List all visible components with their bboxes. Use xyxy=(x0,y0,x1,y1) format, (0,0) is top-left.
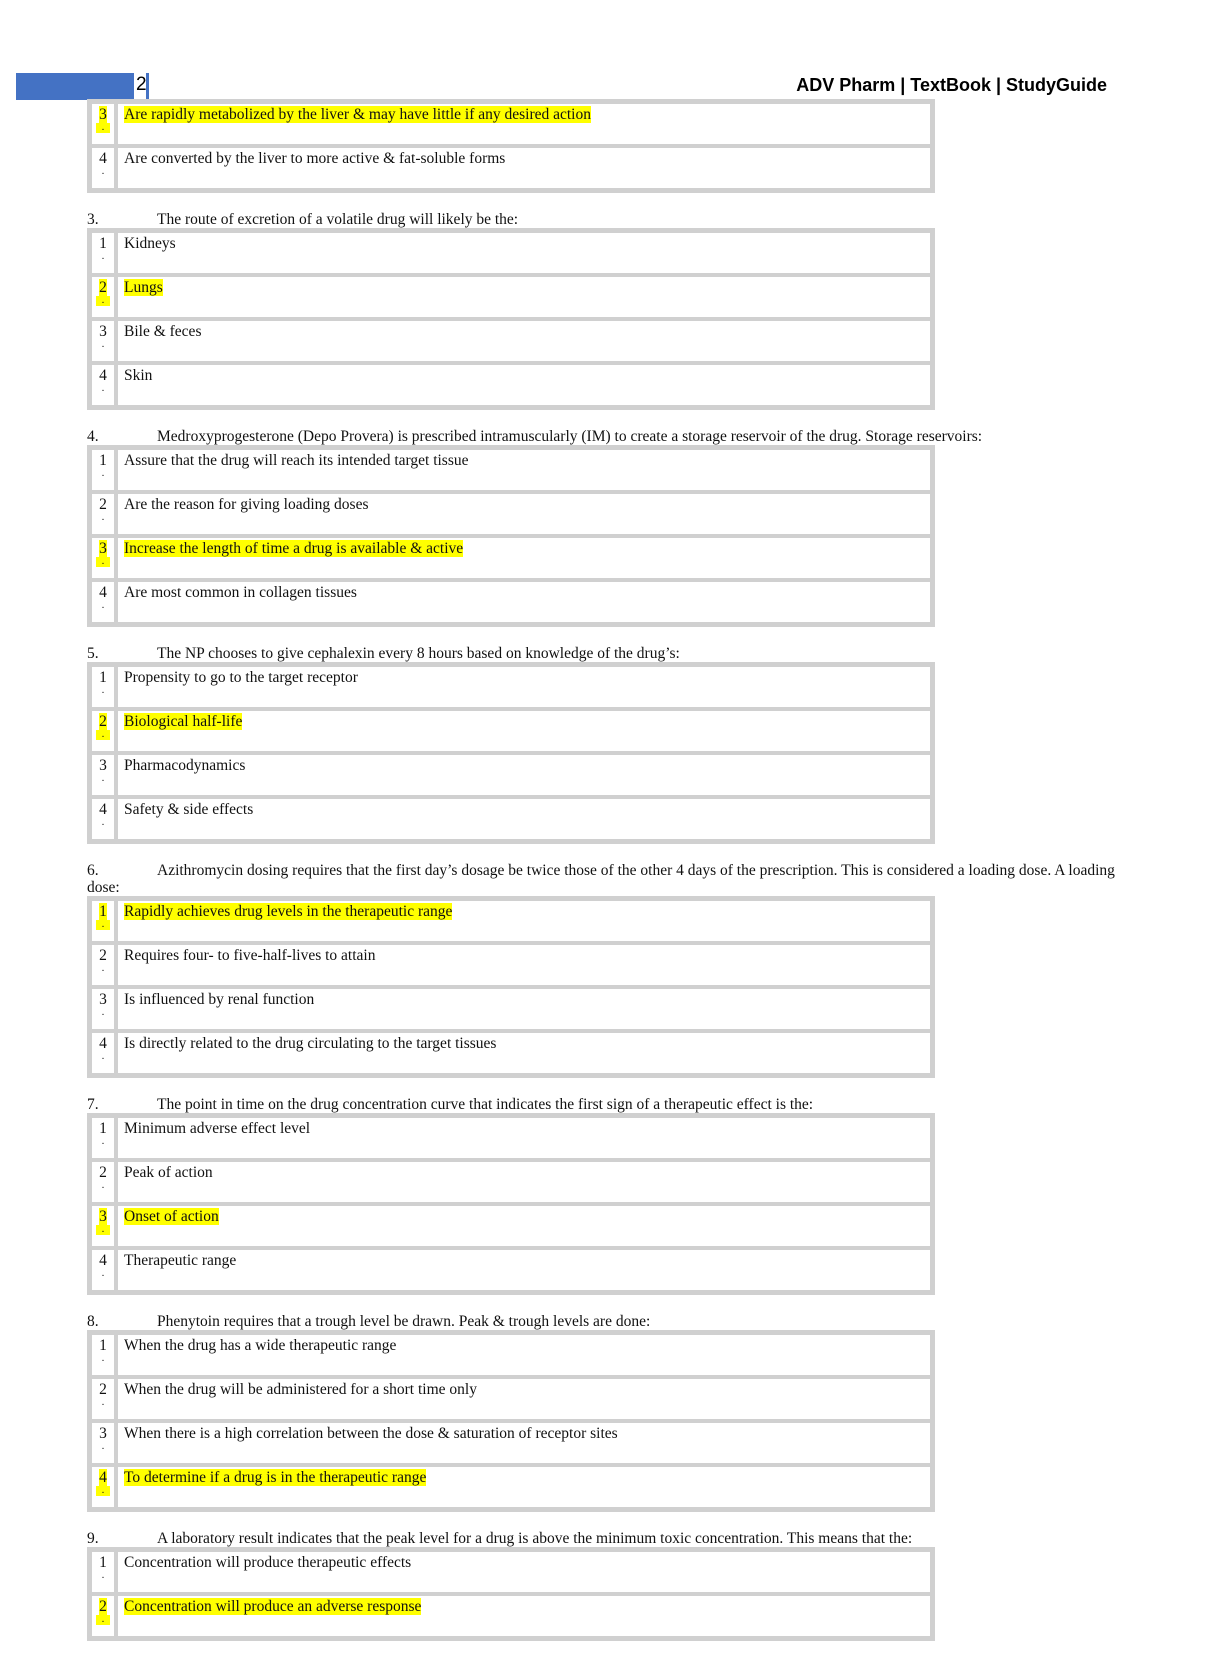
option-row xyxy=(90,1421,932,1465)
option-text: Assure that the drug will reach its intended target tissue xyxy=(124,452,469,469)
question xyxy=(87,1530,1147,1641)
option-text-cell xyxy=(116,665,932,709)
option-text: Therapeutic range xyxy=(124,1252,237,1269)
option-row xyxy=(90,1116,932,1160)
option-text: Are converted by the liver to more active & fat-soluble forms xyxy=(124,150,506,167)
option-number: 2 xyxy=(99,713,107,730)
question-number: 7. xyxy=(87,1096,99,1113)
option-number-dot: . xyxy=(101,251,105,262)
option-row xyxy=(90,753,932,797)
option-number-cell xyxy=(90,709,116,753)
option-row xyxy=(90,102,932,146)
option-text: Are the reason for giving loading doses xyxy=(124,496,369,513)
option-number-cell xyxy=(90,492,116,536)
option-text: Propensity to go to the target receptor xyxy=(124,669,358,686)
option-number-cell xyxy=(90,1421,116,1465)
option-number: 4 xyxy=(99,584,107,601)
option-text: Bile & feces xyxy=(124,323,202,340)
option-row xyxy=(90,363,932,407)
option-number-dot: . xyxy=(96,1615,110,1625)
option-number-dot: . xyxy=(101,817,105,828)
question-number: 4. xyxy=(87,428,99,445)
option-number-dot: . xyxy=(101,339,105,350)
option-text-cell xyxy=(116,1465,932,1509)
question xyxy=(87,1096,1147,1295)
option-row xyxy=(90,943,932,987)
option-row xyxy=(90,536,932,580)
option-text-cell xyxy=(116,1248,932,1292)
question xyxy=(87,862,1147,1078)
question-number: 5. xyxy=(87,645,99,662)
option-row xyxy=(90,1031,932,1075)
option-text: When there is a high correlation between the dose & saturation of receptor sites xyxy=(124,1425,618,1442)
option-number: 2 xyxy=(99,947,107,964)
option-text: Safety & side effects xyxy=(124,801,254,818)
option-number-cell xyxy=(90,1204,116,1248)
option-number-cell xyxy=(90,665,116,709)
option-text: Are most common in collagen tissues xyxy=(124,584,357,601)
option-row xyxy=(90,275,932,319)
option-text-cell xyxy=(116,146,932,190)
option-text-cell xyxy=(116,797,932,841)
question-stem: Azithromycin dosing requires that the first day’s dosage be twice those of the other 4 days of the prescription. This is considered a loading dose. A loading dose: xyxy=(87,862,1115,896)
option-text: Skin xyxy=(124,367,153,384)
option-text-correct: Concentration will produce an adverse response xyxy=(124,1598,422,1615)
question xyxy=(87,645,1147,844)
option-text-cell xyxy=(116,1160,932,1204)
question-text xyxy=(87,211,1147,228)
option-number-cell xyxy=(90,1594,116,1638)
option-number-dot: . xyxy=(96,296,110,306)
option-number-cell xyxy=(90,146,116,190)
option-number: 1 xyxy=(99,1554,107,1571)
option-number: 3 xyxy=(99,1425,107,1442)
option-number-cell xyxy=(90,536,116,580)
option-text-correct: Biological half-life xyxy=(124,713,243,730)
option-number-cell xyxy=(90,1550,116,1594)
option-text-cell xyxy=(116,899,932,943)
option-row xyxy=(90,448,932,492)
option-text-cell xyxy=(116,753,932,797)
option-number-dot: . xyxy=(101,1268,105,1279)
option-text-cell xyxy=(116,492,932,536)
option-number-cell xyxy=(90,1248,116,1292)
option-number-cell xyxy=(90,1116,116,1160)
option-row xyxy=(90,1377,932,1421)
question-number: 9. xyxy=(87,1530,99,1547)
option-number: 2 xyxy=(99,1164,107,1181)
options-table xyxy=(87,896,935,1078)
option-number: 3 xyxy=(99,540,107,557)
option-number: 1 xyxy=(99,452,107,469)
option-row xyxy=(90,492,932,536)
page-number: 2 xyxy=(136,74,147,95)
option-number-cell xyxy=(90,753,116,797)
option-number: 1 xyxy=(99,235,107,252)
option-row xyxy=(90,899,932,943)
option-number: 2 xyxy=(99,496,107,513)
option-text: Requires four- to five-half-lives to attain xyxy=(124,947,376,964)
question-stem: Medroxyprogesterone (Depo Provera) is prescribed intramuscularly (IM) to create a storage reservoir of the drug. Storage reservoirs: xyxy=(157,428,983,445)
option-text: Minimum adverse effect level xyxy=(124,1120,311,1137)
question-text xyxy=(87,1096,1147,1113)
option-number: 3 xyxy=(99,106,107,123)
option-number: 4 xyxy=(99,1252,107,1269)
option-number-dot: . xyxy=(101,773,105,784)
option-number: 1 xyxy=(99,1120,107,1137)
option-number-cell xyxy=(90,1333,116,1377)
option-row xyxy=(90,665,932,709)
option-number-cell xyxy=(90,275,116,319)
option-number-cell xyxy=(90,1160,116,1204)
option-number-cell xyxy=(90,899,116,943)
option-number: 3 xyxy=(99,1208,107,1225)
option-text-cell xyxy=(116,319,932,363)
option-text: Peak of action xyxy=(124,1164,213,1181)
option-text-cell xyxy=(116,1333,932,1377)
option-text-cell xyxy=(116,363,932,407)
option-row xyxy=(90,987,932,1031)
options-table xyxy=(87,99,935,193)
option-text: Is influenced by renal function xyxy=(124,991,315,1008)
option-number-cell xyxy=(90,1377,116,1421)
option-text-cell xyxy=(116,275,932,319)
option-row xyxy=(90,1204,932,1248)
option-number-dot: . xyxy=(101,1570,105,1581)
option-number-dot: . xyxy=(101,600,105,611)
option-number-cell xyxy=(90,580,116,624)
options-table xyxy=(87,445,935,627)
option-number-dot: . xyxy=(101,1007,105,1018)
option-text-cell xyxy=(116,1421,932,1465)
option-text-cell xyxy=(116,1550,932,1594)
option-number: 3 xyxy=(99,323,107,340)
option-text-cell xyxy=(116,1204,932,1248)
option-row xyxy=(90,797,932,841)
question xyxy=(87,99,1147,193)
question-text xyxy=(87,428,1147,445)
option-number-dot: . xyxy=(101,1180,105,1191)
option-text-cell xyxy=(116,231,932,275)
option-text-correct: To determine if a drug is in the therapeutic range xyxy=(124,1469,427,1486)
option-row xyxy=(90,1550,932,1594)
option-text: When the drug has a wide therapeutic range xyxy=(124,1337,397,1354)
option-text-correct: Are rapidly metabolized by the liver & may have little if any desired action xyxy=(124,106,591,123)
option-number-dot: . xyxy=(101,383,105,394)
question-stem: The point in time on the drug concentration curve that indicates the first sign of a therapeutic effect is the: xyxy=(157,1096,814,1113)
option-number-cell xyxy=(90,363,116,407)
option-number: 2 xyxy=(99,1381,107,1398)
option-row xyxy=(90,231,932,275)
option-text-cell xyxy=(116,1594,932,1638)
option-number-dot: . xyxy=(101,166,105,177)
option-text-cell xyxy=(116,1031,932,1075)
option-text-cell xyxy=(116,448,932,492)
option-number-dot: . xyxy=(101,512,105,523)
option-number-dot: . xyxy=(96,1225,110,1235)
option-number: 2 xyxy=(99,279,107,296)
option-number-cell xyxy=(90,797,116,841)
option-row xyxy=(90,319,932,363)
question-list xyxy=(87,99,1147,1659)
question-text xyxy=(87,862,1147,896)
option-text: Kidneys xyxy=(124,235,176,252)
option-text-correct: Rapidly achieves drug levels in the therapeutic range xyxy=(124,903,453,920)
option-number-cell xyxy=(90,943,116,987)
option-number-dot: . xyxy=(101,963,105,974)
question-text xyxy=(87,645,1147,662)
header-title: ADV Pharm | TextBook | StudyGuide xyxy=(796,75,1107,95)
option-text-cell xyxy=(116,987,932,1031)
option-text-cell xyxy=(116,709,932,753)
question xyxy=(87,428,1147,627)
option-text-correct: Lungs xyxy=(124,279,163,296)
option-number: 3 xyxy=(99,991,107,1008)
option-number-dot: . xyxy=(101,1397,105,1408)
option-text-cell xyxy=(116,1377,932,1421)
option-text-correct: Increase the length of time a drug is available & active xyxy=(124,540,464,557)
option-number: 4 xyxy=(99,1469,107,1486)
option-number: 3 xyxy=(99,757,107,774)
question-number: 6. xyxy=(87,862,99,879)
option-number-cell xyxy=(90,987,116,1031)
option-row xyxy=(90,1465,932,1509)
option-row xyxy=(90,709,932,753)
option-text-cell xyxy=(116,536,932,580)
option-number-dot: . xyxy=(101,1441,105,1452)
option-number-cell xyxy=(90,448,116,492)
option-text: When the drug will be administered for a short time only xyxy=(124,1381,477,1398)
question-number: 8. xyxy=(87,1313,99,1330)
option-number-dot: . xyxy=(101,685,105,696)
question-stem: The NP chooses to give cephalexin every 8 hours based on knowledge of the drug’s: xyxy=(157,645,680,662)
question xyxy=(87,1313,1147,1512)
option-text-cell xyxy=(116,580,932,624)
option-row xyxy=(90,1594,932,1638)
option-text-cell xyxy=(116,943,932,987)
option-number: 1 xyxy=(99,903,107,920)
option-number: 4 xyxy=(99,801,107,818)
option-text-cell xyxy=(116,102,932,146)
option-number-dot: . xyxy=(96,557,110,567)
options-table xyxy=(87,1113,935,1295)
option-number-dot: . xyxy=(96,123,110,133)
question xyxy=(87,211,1147,410)
option-number: 4 xyxy=(99,150,107,167)
option-number-cell xyxy=(90,231,116,275)
option-number: 4 xyxy=(99,367,107,384)
question-stem: The route of excretion of a volatile drug will likely be the: xyxy=(157,211,519,228)
options-table xyxy=(87,662,935,844)
question-text xyxy=(87,1530,1147,1547)
option-number-dot: . xyxy=(96,920,110,930)
question-text xyxy=(87,1313,1147,1330)
option-row xyxy=(90,1160,932,1204)
option-number-dot: . xyxy=(96,1486,110,1496)
option-text: Pharmacodynamics xyxy=(124,757,246,774)
option-row xyxy=(90,580,932,624)
option-number-cell xyxy=(90,319,116,363)
question-stem: A laboratory result indicates that the peak level for a drug is above the minimum toxic concentration. This means that the: xyxy=(157,1530,913,1547)
options-table xyxy=(87,1330,935,1512)
header-color-bar xyxy=(16,73,134,100)
option-text-cell xyxy=(116,1116,932,1160)
option-number-dot: . xyxy=(101,1136,105,1147)
option-number-dot: . xyxy=(96,730,110,740)
option-number-cell xyxy=(90,102,116,146)
option-text-correct: Onset of action xyxy=(124,1208,219,1225)
option-number: 4 xyxy=(99,1035,107,1052)
option-row xyxy=(90,146,932,190)
option-text: Concentration will produce therapeutic effects xyxy=(124,1554,412,1571)
options-table xyxy=(87,228,935,410)
question-number: 3. xyxy=(87,211,99,228)
option-number-dot: . xyxy=(101,468,105,479)
option-number: 2 xyxy=(99,1598,107,1615)
option-number: 1 xyxy=(99,669,107,686)
option-number-dot: . xyxy=(101,1051,105,1062)
option-number: 1 xyxy=(99,1337,107,1354)
option-number-cell xyxy=(90,1465,116,1509)
option-text: Is directly related to the drug circulating to the target tissues xyxy=(124,1035,497,1052)
option-number-dot: . xyxy=(101,1353,105,1364)
option-row xyxy=(90,1248,932,1292)
option-number-cell xyxy=(90,1031,116,1075)
options-table xyxy=(87,1547,935,1641)
question-stem: Phenytoin requires that a trough level be drawn. Peak & trough levels are done: xyxy=(157,1313,651,1330)
option-row xyxy=(90,1333,932,1377)
